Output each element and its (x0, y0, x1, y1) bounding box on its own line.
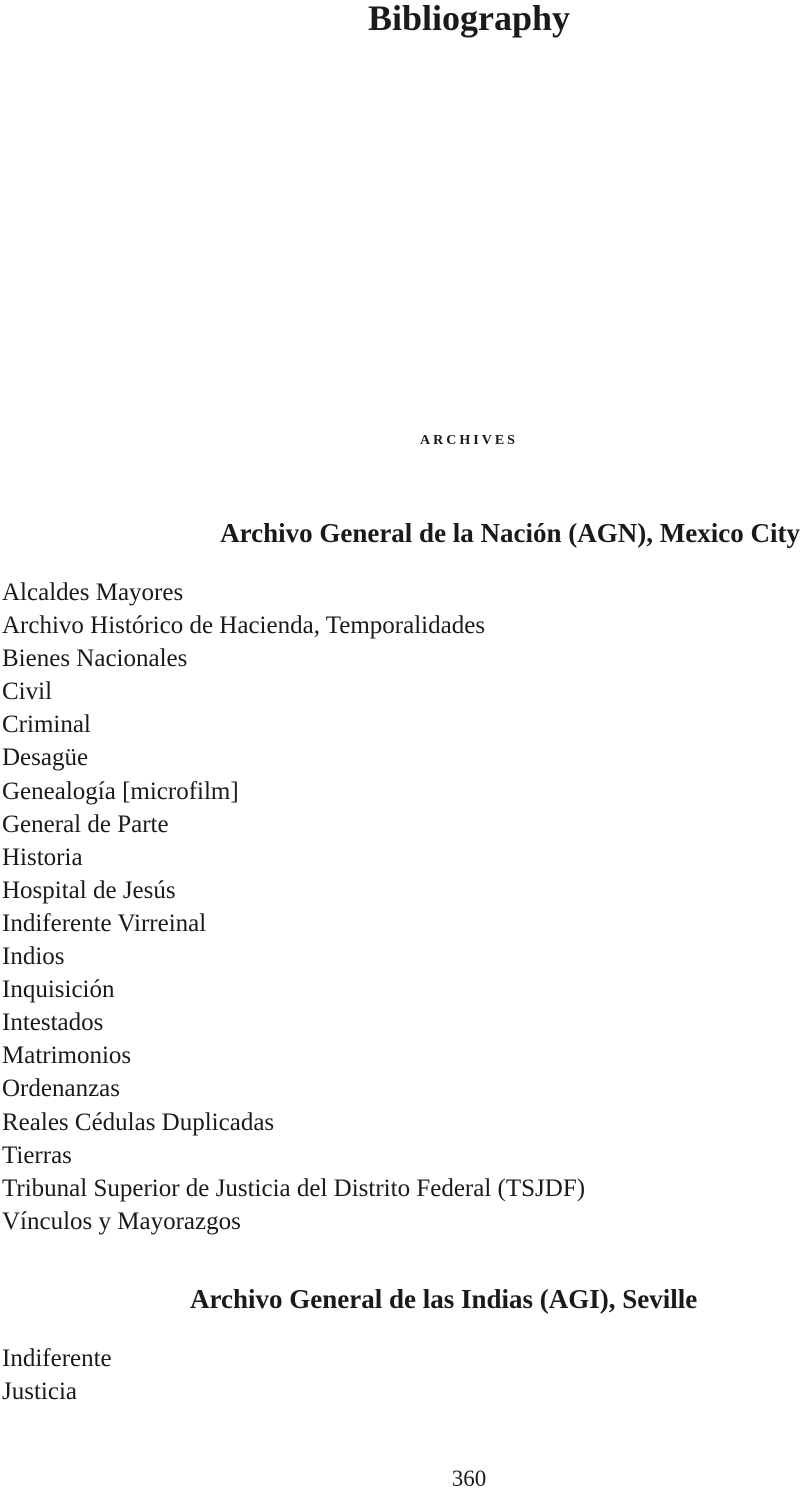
list-item: Ordenanzas (2, 1075, 120, 1103)
list-item: Alcaldes Mayores (2, 579, 184, 606)
page-number: 360 (451, 1466, 487, 1491)
list-item: Indios (2, 943, 65, 971)
list-item: Reales Cédulas Duplicadas (2, 1108, 275, 1136)
list-item: Criminal (2, 711, 91, 739)
archive-heading-agn: Archivo General de la Nación (AGN), Mexico City (220, 518, 800, 548)
list-item: General de Parte (2, 810, 169, 838)
list-item: Vínculos y Mayorazgos (2, 1207, 241, 1235)
list-item: Intestados (2, 1009, 104, 1037)
list-item: Tribunal Superior de Justicia del Distrito Federal (TSJDF) (2, 1174, 586, 1202)
list-item: Tierras (2, 1141, 72, 1169)
section-heading-archives: archives (420, 427, 518, 449)
list-item: Civil (2, 678, 53, 706)
list-item: Bienes Nacionales (2, 645, 188, 673)
page-title: Bibliography (367, 0, 571, 38)
list-item: Indiferente (2, 1345, 112, 1372)
list-item: Hospital de Jesús (2, 876, 176, 904)
list-item: Inquisición (2, 976, 115, 1004)
list-item: Justicia (2, 1378, 77, 1406)
list-item: Historia (2, 843, 83, 871)
list-item: Genealogía [microfilm] (2, 777, 239, 805)
list-item: Matrimonios (2, 1042, 132, 1070)
archive-heading-agi: Archivo General de las Indias (AGI), Seville (190, 1284, 698, 1314)
list-item: Indiferente Virreinal (2, 909, 207, 937)
agn-entry-list (2, 576, 585, 1238)
list-item: Desagüe (2, 744, 89, 772)
agi-entry-list (2, 1342, 112, 1408)
list-item: Archivo Histórico de Hacienda, Temporalidades (2, 612, 486, 640)
